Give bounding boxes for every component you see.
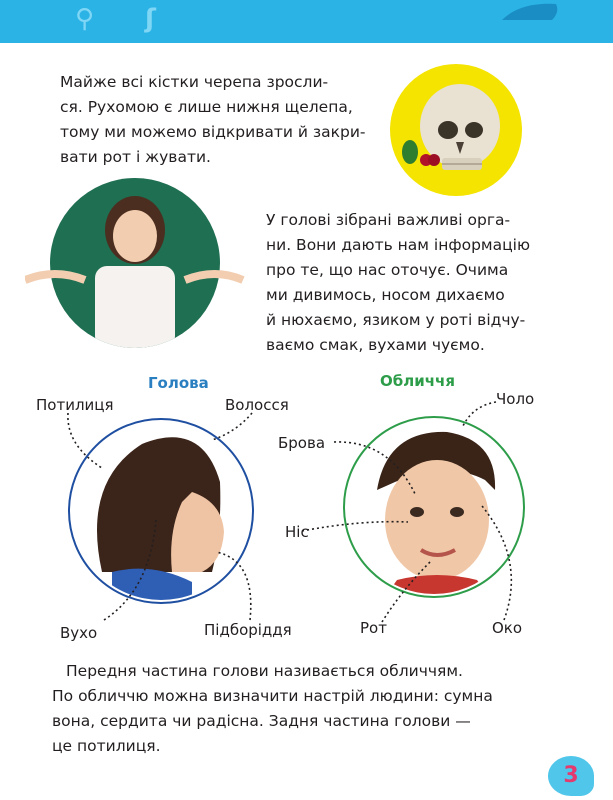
text-line: про те, що нас оточує. Очима — [266, 261, 509, 279]
tooth-icon: ⚲ — [75, 4, 95, 34]
profile-illustration — [72, 422, 250, 600]
label-nose: Ніс — [285, 523, 309, 541]
text-line: Майже всі кістки черепа зросли- — [60, 73, 329, 91]
skull-photo — [390, 64, 522, 196]
face-photo — [347, 420, 521, 594]
text-line: ся. Рухомою є лише нижня щелепа, — [60, 98, 353, 116]
face-title: Обличчя — [380, 372, 455, 390]
page-number: 3 — [548, 756, 594, 796]
skull-illustration — [390, 64, 522, 196]
text-line: ми дивимось, носом дихаємо — [266, 286, 505, 304]
paragraph-face — [52, 659, 542, 759]
text-line: й нюхаємо, язиком у роті відчу- — [266, 311, 526, 329]
label-chin: Підборіддя — [204, 621, 292, 639]
head-title: Голова — [148, 374, 209, 392]
label-ear: Вухо — [60, 624, 98, 642]
text-line: У голові зібрані важливі орга- — [266, 211, 511, 229]
top-banner — [0, 0, 613, 43]
paragraph-skull — [60, 70, 376, 170]
head-photo — [72, 422, 250, 600]
text-line: тому ми можемо відкривати й закри- — [60, 123, 366, 141]
text-line: вати рот і жувати. — [60, 148, 211, 166]
girl-photo — [50, 178, 220, 348]
girl-arms — [25, 268, 245, 298]
label-mouth: Рот — [360, 619, 387, 637]
label-nape: Потилиця — [36, 396, 114, 414]
text-line: По обличчю можна визначити настрій людини: сумна — [52, 687, 493, 705]
stomach-icon: ʃ — [145, 4, 156, 34]
text-line: це потилиця. — [52, 737, 161, 755]
boy-illustration — [347, 420, 521, 594]
label-eye: Око — [492, 619, 523, 637]
label-eyebrow: Брова — [278, 434, 326, 452]
girl-illustration — [50, 178, 220, 348]
text-line: вона, сердита чи радісна. Задня частина голови — — [52, 712, 471, 730]
label-forehead: Чоло — [496, 390, 535, 408]
text-line: ваємо смак, вухами чуємо. — [266, 336, 485, 354]
text-line: ни. Вони дають нам інформацію — [266, 236, 531, 254]
label-hair: Волосся — [225, 396, 289, 414]
paragraph-senses — [266, 208, 544, 358]
lung-icon — [500, 0, 560, 22]
text-line: Передня частина голови називається обличчям. — [66, 662, 463, 680]
